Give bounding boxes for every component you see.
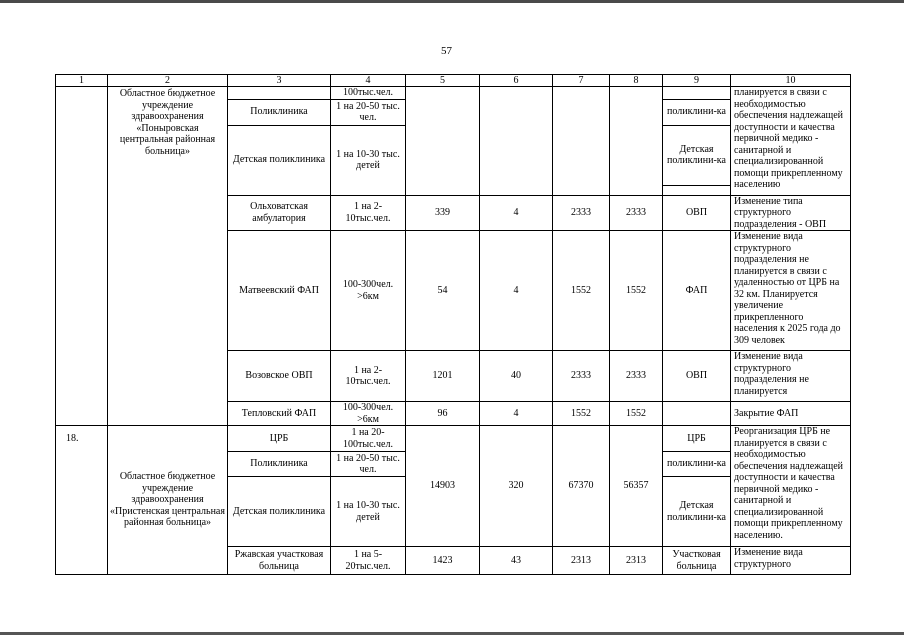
unit-type: ОВП xyxy=(663,195,731,231)
unit-type: ФАП xyxy=(663,231,731,351)
unit-type: Участковая больница xyxy=(663,547,731,575)
population-cell xyxy=(406,87,480,196)
header-cell: 2 xyxy=(108,75,228,87)
unit-type xyxy=(663,87,731,100)
header-cell: 6 xyxy=(480,75,553,87)
header-cell: 8 xyxy=(610,75,663,87)
unit-norm: 100-300чел. >6км xyxy=(331,231,406,351)
unit-name: Возовское ОВП xyxy=(228,351,331,402)
unit-norm: 1 на 5-20тыс.чел. xyxy=(331,547,406,575)
value-cell: 2333 xyxy=(553,195,610,231)
value-cell: 2313 xyxy=(610,547,663,575)
unit-type: Детская поликлини-ка xyxy=(663,477,731,547)
value-cell: 2313 xyxy=(553,547,610,575)
justification: планируется в связи с необходимостью обеспечения надлежащей доступности и качества первичной медико - санитарной и специализированной помощи прикрепленному населению xyxy=(731,87,851,196)
value-cell xyxy=(610,87,663,196)
unit-norm: 1 на 10-30 тыс. детей xyxy=(331,125,406,195)
unit-type: поликлини-ка xyxy=(663,99,731,125)
value-cell: 1552 xyxy=(553,231,610,351)
unit-norm: 1 на 2-10тыс.чел. xyxy=(331,351,406,402)
population-cell: 54 xyxy=(406,231,480,351)
unit-name: Ольховатская амбулатория xyxy=(228,195,331,231)
justification: Изменение вида структурного подразделения не планируется xyxy=(731,351,851,402)
population-cell: 96 xyxy=(406,402,480,426)
header-cell: 3 xyxy=(228,75,331,87)
row-number-cell xyxy=(56,87,108,426)
unit-name: ЦРБ xyxy=(228,426,331,452)
value-cell: 2333 xyxy=(610,195,663,231)
header-cell: 7 xyxy=(553,75,610,87)
data-table xyxy=(55,74,851,575)
value-cell: 4 xyxy=(480,195,553,231)
value-cell: 56357 xyxy=(610,426,663,547)
unit-norm: 1 на 20-50 тыс. чел. xyxy=(331,99,406,125)
population-cell: 1201 xyxy=(406,351,480,402)
unit-type: ОВП xyxy=(663,351,731,402)
unit-norm: 100тыс.чел. xyxy=(331,87,406,100)
header-cell: 5 xyxy=(406,75,480,87)
unit-type: Детская поликлини-ка xyxy=(663,125,731,185)
unit-type: поликлини-ка xyxy=(663,452,731,477)
value-cell: 1552 xyxy=(610,231,663,351)
population-cell: 14903 xyxy=(406,426,480,547)
organization-name: Областное бюджетное учреждение здравоохранения «Пристенская центральная районная больница» xyxy=(108,426,228,575)
value-cell: 43 xyxy=(480,547,553,575)
justification: Изменение типа структурного подразделения - ОВП xyxy=(731,195,851,231)
unit-name: Детская поликлиника xyxy=(228,477,331,547)
justification: Изменение вида структурного xyxy=(731,547,851,575)
value-cell: 67370 xyxy=(553,426,610,547)
header-row xyxy=(56,75,851,87)
unit-name: Матвеевский ФАП xyxy=(228,231,331,351)
unit-norm: 1 на 20-100тыс.чел. xyxy=(331,426,406,452)
value-cell: 2333 xyxy=(553,351,610,402)
value-cell xyxy=(553,87,610,196)
organization-name: Областное бюджетное учреждение здравоохранения «Поныровская центральная районная больница» xyxy=(108,87,228,426)
header-cell: 9 xyxy=(663,75,731,87)
unit-norm: 100-300чел. >6км xyxy=(331,402,406,426)
unit-name: Поликлиника xyxy=(228,452,331,477)
unit-name xyxy=(228,87,331,100)
population-cell: 1423 xyxy=(406,547,480,575)
unit-name: Ржавская участковая больница xyxy=(228,547,331,575)
unit-norm: 1 на 20-50 тыс. чел. xyxy=(331,452,406,477)
value-cell: 1552 xyxy=(553,402,610,426)
unit-type: ЦРБ xyxy=(663,426,731,452)
page-bottom-edge xyxy=(0,632,904,635)
unit-type xyxy=(663,185,731,195)
unit-norm: 1 на 2-10тыс.чел. xyxy=(331,195,406,231)
value-cell xyxy=(480,87,553,196)
header-cell: 10 xyxy=(731,75,851,87)
value-cell: 4 xyxy=(480,231,553,351)
page-top-edge xyxy=(0,0,904,3)
header-cell: 1 xyxy=(56,75,108,87)
value-cell: 1552 xyxy=(610,402,663,426)
value-cell: 2333 xyxy=(610,351,663,402)
population-cell: 339 xyxy=(406,195,480,231)
unit-norm: 1 на 10-30 тыс. детей xyxy=(331,477,406,547)
unit-name: Тепловский ФАП xyxy=(228,402,331,426)
header-cell: 4 xyxy=(331,75,406,87)
unit-type xyxy=(663,402,731,426)
value-cell: 40 xyxy=(480,351,553,402)
page-number: 57 xyxy=(441,45,452,57)
table-row xyxy=(56,426,851,452)
table-row xyxy=(56,87,851,100)
value-cell: 4 xyxy=(480,402,553,426)
unit-name: Детская поликлиника xyxy=(228,125,331,195)
justification: Реорганизация ЦРБ не планируется в связи с необходимостью обеспечения надлежащей доступности и качества первичной медико - санитарной и специализированной помощи прикрепленному населению. xyxy=(731,426,851,547)
value-cell: 320 xyxy=(480,426,553,547)
justification: Изменение вида структурного подразделения не планируется в связи с удаленностью от ЦРБ на 32 км. Планируется увеличение прикрепленного населения к 2025 года до 309 человек xyxy=(731,231,851,351)
justification: Закрытие ФАП xyxy=(731,402,851,426)
row-number-cell: 18. xyxy=(56,426,108,575)
unit-name: Поликлиника xyxy=(228,99,331,125)
